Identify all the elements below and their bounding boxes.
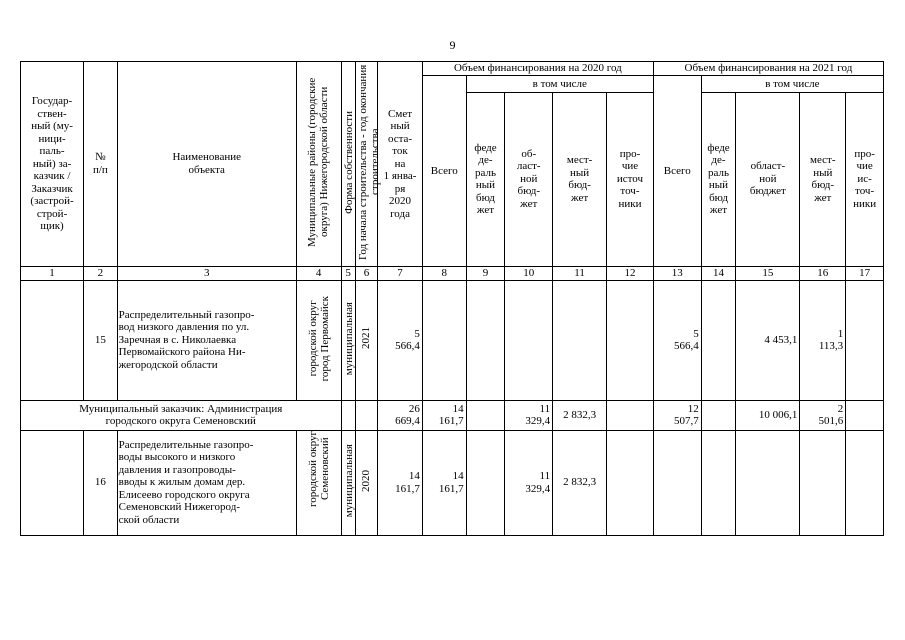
column-number: 11 bbox=[553, 266, 607, 280]
regional-2021-cell: 4 453,1 bbox=[736, 280, 800, 400]
regional-2020-cell: 11 329,4 bbox=[505, 400, 553, 430]
column-number: 1 bbox=[21, 266, 84, 280]
header-num: № п/п bbox=[84, 62, 118, 267]
other-2021-cell bbox=[846, 400, 884, 430]
header-ownership: Форма собственности bbox=[341, 62, 355, 267]
column-number: 7 bbox=[378, 266, 423, 280]
year-cell: 2021 bbox=[355, 280, 377, 400]
customer-cell bbox=[21, 430, 84, 535]
local-2021-cell bbox=[800, 430, 846, 535]
header-districts: Муниципальные районы (городские округа) Нижегородской области bbox=[296, 62, 341, 267]
total-2020-cell: 14 161,7 bbox=[422, 400, 466, 430]
header-fin-2020: Объем финансирования на 2020 год bbox=[422, 62, 653, 76]
column-number: 12 bbox=[607, 266, 654, 280]
page-number: 9 bbox=[449, 38, 456, 52]
column-number: 16 bbox=[800, 266, 846, 280]
estimate-cell: 14 161,7 bbox=[378, 430, 423, 535]
federal-2021-cell bbox=[701, 430, 736, 535]
header-total-2021: Всего bbox=[653, 76, 701, 267]
estimate-cell: 26 669,4 bbox=[378, 400, 423, 430]
ownership-cell: муниципальная bbox=[341, 430, 355, 535]
header-estimate: Смет ный оста- ток на 1 янва- ря 2020 года bbox=[378, 62, 423, 267]
regional-2021-cell: 10 006,1 bbox=[736, 400, 800, 430]
column-number: 17 bbox=[846, 266, 884, 280]
header-regional-2021: област- ной бюджет bbox=[736, 92, 800, 266]
federal-2021-cell bbox=[701, 280, 736, 400]
year-cell bbox=[355, 400, 377, 430]
other-2021-cell bbox=[846, 430, 884, 535]
header-other-2021: про- чие ис- точ- ники bbox=[846, 92, 884, 266]
column-number: 5 bbox=[341, 266, 355, 280]
header-customer: Государ- ствен- ный (му- ници- паль- ный) за- казчик / Заказчик (застрой- строй- щик) bbox=[21, 62, 84, 267]
estimate-cell: 5 566,4 bbox=[378, 280, 423, 400]
table-row bbox=[21, 280, 884, 400]
year-cell: 2020 bbox=[355, 430, 377, 535]
local-2020-cell bbox=[553, 280, 607, 400]
header-local-2021: мест- ный бюд- жет bbox=[800, 92, 846, 266]
column-number: 15 bbox=[736, 266, 800, 280]
table-row bbox=[21, 430, 884, 535]
total-2021-cell: 5 566,4 bbox=[653, 280, 701, 400]
row-number: 16 bbox=[84, 430, 118, 535]
customer-cell bbox=[21, 280, 84, 400]
other-2020-cell bbox=[607, 280, 654, 400]
header-including-2020: в том числе bbox=[466, 76, 653, 93]
column-number: 9 bbox=[466, 266, 505, 280]
local-2021-cell: 2 501,6 bbox=[800, 400, 846, 430]
header-local-2020: мест- ный бюд- жет bbox=[553, 92, 607, 266]
federal-2020-cell bbox=[466, 400, 505, 430]
header-federal-2021: феде де- раль ный бюд жет bbox=[701, 92, 736, 266]
header-fin-2021: Объем финансирования на 2021 год bbox=[653, 62, 883, 76]
column-number: 10 bbox=[505, 266, 553, 280]
ownership-cell bbox=[341, 400, 355, 430]
row-number: 15 bbox=[84, 280, 118, 400]
federal-2020-cell bbox=[466, 430, 505, 535]
column-number: 8 bbox=[422, 266, 466, 280]
other-2020-cell bbox=[607, 430, 654, 535]
header-federal-2020: феде де- раль ный бюд жет bbox=[466, 92, 505, 266]
object-name-cell: Распределительный газопро- вод низкого давления по ул. Заречная в с. Николаевка Первомайского района Ни- жегородской области bbox=[117, 280, 296, 400]
column-number: 6 bbox=[355, 266, 377, 280]
column-number: 2 bbox=[84, 266, 118, 280]
total-2020-cell: 14 161,7 bbox=[422, 430, 466, 535]
header-other-2020: про- чие источ точ- ники bbox=[607, 92, 654, 266]
regional-2020-cell bbox=[505, 280, 553, 400]
subtotal-row bbox=[21, 400, 884, 430]
column-numbers-row bbox=[21, 266, 884, 280]
local-2020-cell: 2 832,3 bbox=[553, 400, 607, 430]
subtotal-label: Муниципальный заказчик: Администрация городского округа Семеновский bbox=[21, 400, 342, 430]
district-cell: городской округ город Первомайск bbox=[296, 280, 341, 400]
other-2021-cell bbox=[846, 280, 884, 400]
header-years: Год начала строительства - год окончания строительства bbox=[355, 62, 377, 267]
total-2021-cell bbox=[653, 430, 701, 535]
regional-2021-cell bbox=[736, 430, 800, 535]
header-total-2020: Всего bbox=[422, 76, 466, 267]
column-number: 4 bbox=[296, 266, 341, 280]
header-regional-2020: об- ласт- ной бюд- жет bbox=[505, 92, 553, 266]
district-cell: городской округ Семеновский bbox=[296, 430, 341, 535]
total-2020-cell bbox=[422, 280, 466, 400]
federal-2021-cell bbox=[701, 400, 736, 430]
local-2020-cell: 2 832,3 bbox=[553, 430, 607, 535]
total-2021-cell: 12 507,7 bbox=[653, 400, 701, 430]
federal-2020-cell bbox=[466, 280, 505, 400]
ownership-cell: муниципальная bbox=[341, 280, 355, 400]
column-number: 13 bbox=[653, 266, 701, 280]
column-number: 3 bbox=[117, 266, 296, 280]
column-number: 14 bbox=[701, 266, 736, 280]
local-2021-cell: 1 113,3 bbox=[800, 280, 846, 400]
regional-2020-cell: 11 329,4 bbox=[505, 430, 553, 535]
object-name-cell: Распределительные газопро- воды высокого и низкого давления и газопроводы- вводы к жилым домам дер. Елисеево городского округа Семеновский Нижегород- ской области bbox=[117, 430, 296, 535]
other-2020-cell bbox=[607, 400, 654, 430]
header-including-2021: в том числе bbox=[701, 76, 883, 93]
header-object-name: Наименование объекта bbox=[117, 62, 296, 267]
financing-table bbox=[20, 61, 884, 536]
